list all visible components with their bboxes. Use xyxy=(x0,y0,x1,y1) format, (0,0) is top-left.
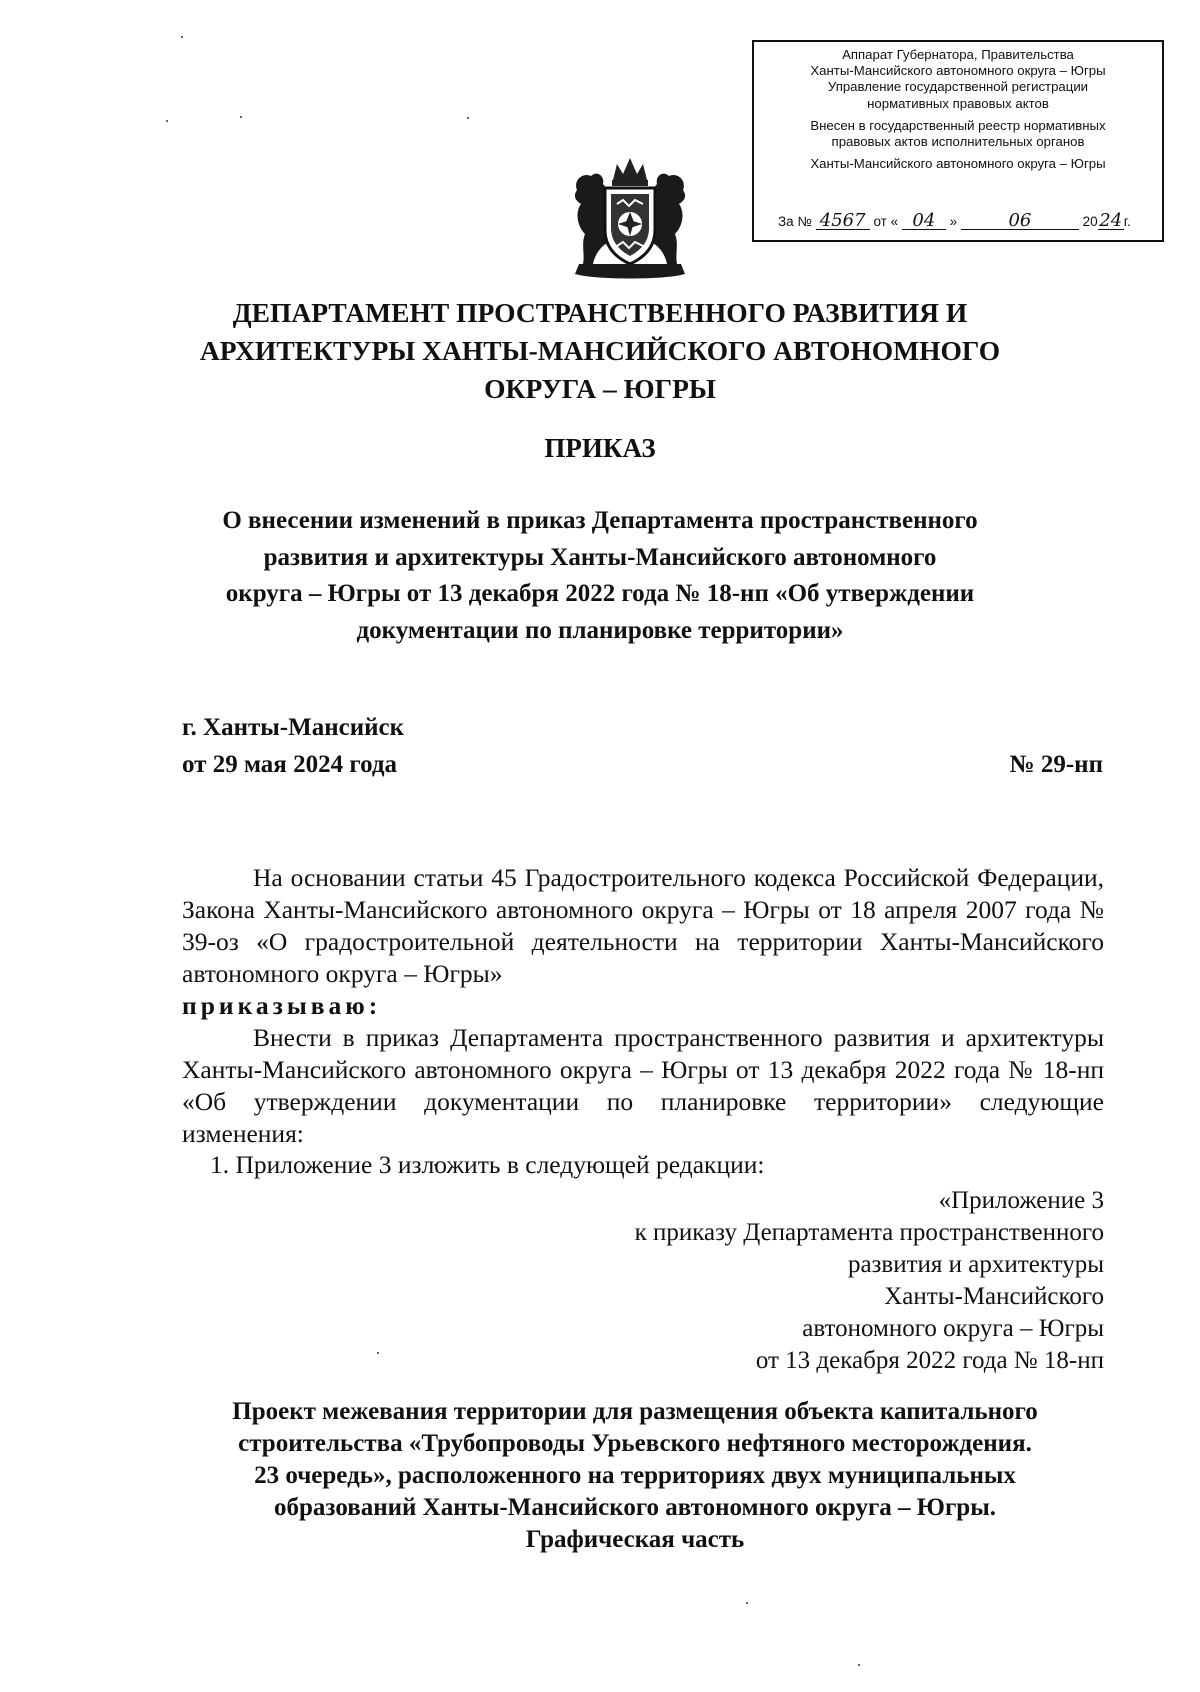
scan-speck xyxy=(240,116,242,118)
stamp-line: нормативных правовых актов xyxy=(867,95,1049,111)
stamp-reg-year-prefix: 20 xyxy=(1082,213,1098,229)
department-heading-line: ОКРУГА – ЮГРЫ xyxy=(484,373,716,404)
department-heading-line: АРХИТЕКТУРЫ ХАНТЫ-МАНСИЙСКОГО АВТОНОМНОГО xyxy=(199,335,1001,366)
order-subject-line: О внесении изменений в приказ Департамента пространственного xyxy=(222,507,978,534)
city: г. Ханты-Мансийск xyxy=(182,714,405,741)
project-title-line: образований Ханты-Мансийского автономного округа – Югры. xyxy=(274,1494,996,1521)
preamble-paragraph xyxy=(182,862,1104,1022)
appendix-line: развития и архитектуры xyxy=(847,1251,1104,1278)
stamp-line: Аппарат Губернатора, Правительства xyxy=(842,47,1074,62)
stamp-reg-year: 24 xyxy=(1099,209,1123,231)
preamble-text: На основании статьи 45 Градостроительного кодекса Российской Федерации, Закона Ханты-Мансийского автономного округа – Югры от 18 апреля 2007 года № 39-оз «О градостроительной деятельности на территории Ханты-Мансийского автономного округа – Югры» xyxy=(182,863,1104,988)
stamp-register-line: Внесен в государственный реестр нормативных xyxy=(810,117,1106,133)
scan-speck xyxy=(377,1352,379,1354)
project-title-line: Графическая часть xyxy=(525,1526,745,1553)
scan-speck xyxy=(166,120,168,122)
operative-paragraph xyxy=(182,1022,1104,1150)
registration-stamp xyxy=(752,40,1164,242)
scan-speck xyxy=(858,1664,860,1666)
operative-text: Внести в приказ Департамента пространственного развития и архитектуры Ханты-Мансийского автономного округа – Югры от 13 декабря 2022 года № 18-нп «Об утверждении документации по планировке территории» следующие изменения: xyxy=(182,1023,1104,1148)
stamp-line: Ханты-Мансийского автономного округа – Югры xyxy=(810,63,1106,79)
appendix-line: автономного округа – Югры xyxy=(802,1315,1104,1342)
order-word: приказываю: xyxy=(182,991,382,1020)
order-subject-line: документации по планировке территории» xyxy=(356,616,844,644)
list-item: 1. Приложение 3 изложить в следующей редакции: xyxy=(210,1150,765,1179)
project-title-line: Проект межевания территории для размещения объекта капитального xyxy=(232,1398,1038,1425)
coat-of-arms-icon xyxy=(565,150,695,286)
project-title xyxy=(170,1396,1100,1556)
order-number: № 29-нп xyxy=(1009,751,1103,778)
appendix-line: «Приложение 3 xyxy=(938,1187,1104,1214)
appendix-line: от 13 декабря 2022 года № 18-нп xyxy=(755,1347,1104,1374)
stamp-registration-row xyxy=(764,209,1156,231)
order-subject-line: округа – Югры от 13 декабря 2022 года № 18-нп «Об утверждении xyxy=(225,580,975,607)
appendix-reference xyxy=(504,1185,1104,1377)
department-heading-line: ДЕПАРТАМЕНТ ПРОСТРАНСТВЕННОГО РАЗВИТИЯ И xyxy=(232,297,968,328)
scan-speck xyxy=(467,117,469,119)
project-title-line: 23 очередь», расположенного на территориях двух муниципальных xyxy=(254,1462,1016,1489)
stamp-line: Управление государственной регистрации xyxy=(827,79,1089,95)
order-subject xyxy=(180,503,1020,649)
department-heading xyxy=(180,294,1020,408)
stamp-reg-quote: » xyxy=(949,213,958,229)
scan-speck xyxy=(746,1602,748,1604)
stamp-reg-from: от « xyxy=(873,213,899,229)
stamp-reg-month: 06 xyxy=(961,213,1079,230)
order-subject-line: развития и архитектуры Ханты-Мансийского автономного xyxy=(263,543,937,571)
stamp-register-line: правовых актов исполнительных органов xyxy=(831,134,1085,150)
stamp-reg-prefix: За № xyxy=(778,213,812,229)
scan-speck xyxy=(181,36,183,38)
appendix-line: к приказу Департамента пространственного xyxy=(634,1219,1104,1246)
appendix-line: Ханты-Мансийского xyxy=(884,1283,1104,1310)
stamp-region-line: Ханты-Мансийского автономного округа – Югры xyxy=(810,156,1106,172)
stamp-reg-day: 04 xyxy=(902,213,946,230)
stamp-reg-year-suffix: г. xyxy=(1123,213,1131,229)
stamp-reg-number: 4567 xyxy=(816,213,870,230)
document-type: ПРИКАЗ xyxy=(544,433,656,463)
order-date: от 29 мая 2024 года xyxy=(182,751,397,778)
project-title-line: строительства «Трубопроводы Урьевского нефтяного месторождения. xyxy=(238,1430,1032,1457)
